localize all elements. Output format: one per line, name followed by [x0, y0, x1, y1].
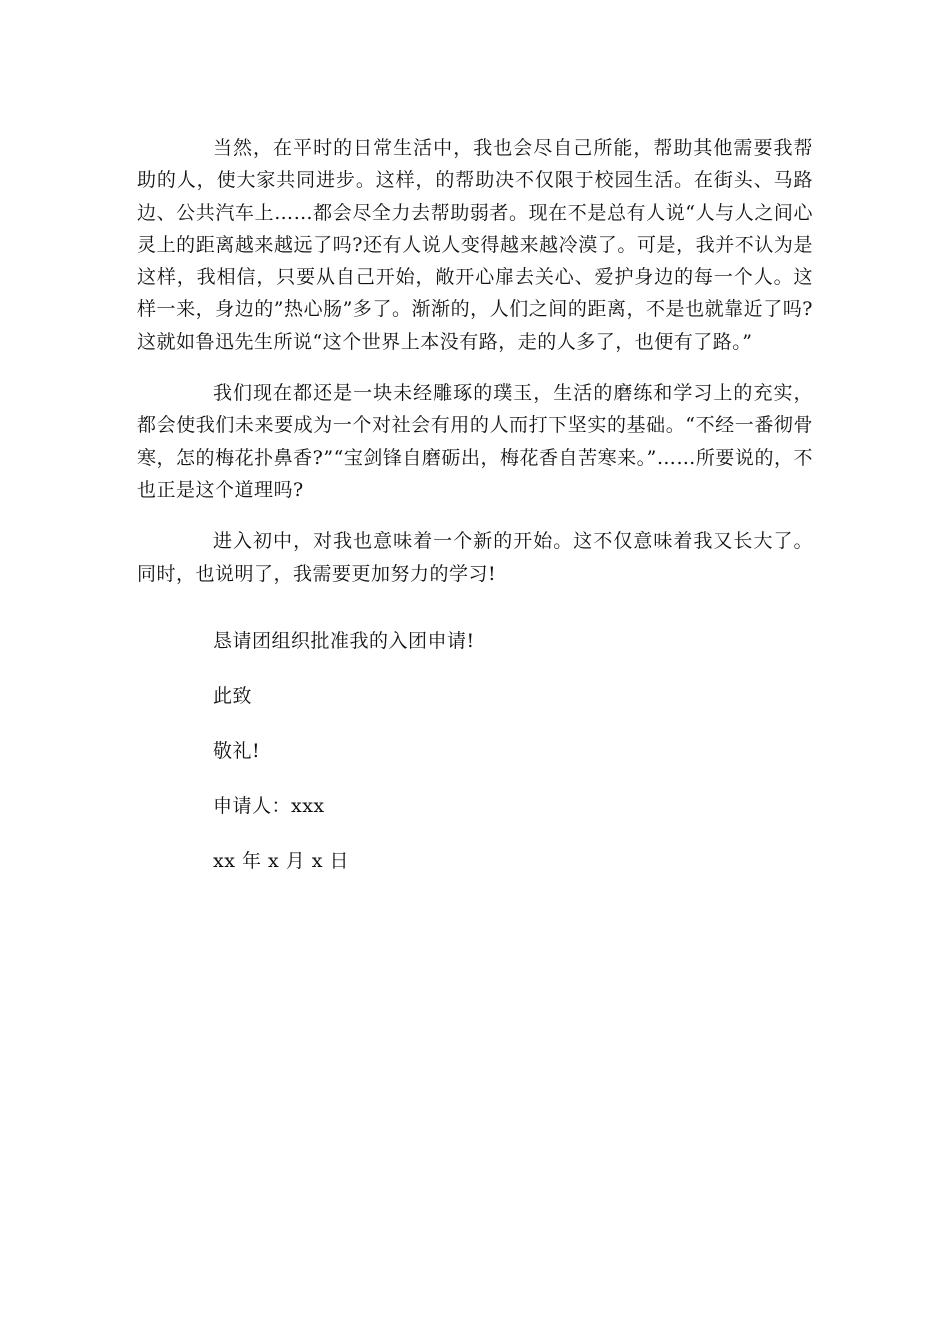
closing-request: 恳请团组织批准我的入团申请! [213, 630, 475, 652]
paragraph-uncarved-jade: 我们现在都还是一块未经雕琢的璞玉，生活的磨练和学习上的充实，都会使我们未来要成为一个对社会有用的人而打下坚实的基础。“不经一番彻骨寒，怎的梅花扑鼻香?”“宝剑锋自磨砺出，梅花香自苦寒来。”……所要说的，不也正是这个道理吗? [137, 382, 813, 501]
closing-salutation: 此致 [213, 685, 253, 707]
letter-body [137, 132, 813, 590]
letter-date: xx 年 x 月 x 日 [213, 850, 350, 872]
paragraph-helping-others: 当然，在平时的日常生活中，我也会尽自己所能，帮助其他需要我帮助的人，使大家共同进步。这样，的帮助决不仅限于校园生活。在街头、马路边、公共汽车上……都会尽全力去帮助弱者。现在不是总有人说“人与人之间心灵上的距离越来越远了吗?还有人说人变得越来越冷漠了。可是，我并不认为是这样，我相信，只要从自己开始，敞开心扉去关心、爱护身边的每一个人。这样一来，身边的”热心肠”多了。渐渐的，人们之间的距离，不是也就靠近了吗?这就如鲁迅先生所说“这个世界上本没有路，走的人多了，也便有了路。” [137, 137, 813, 353]
closing-regards: 敬礼! [213, 740, 261, 762]
paragraph-new-beginning: 进入初中，对我也意味着一个新的开始。这不仅意味着我又长大了。同时，也说明了，我需要更加努力的学习! [137, 530, 813, 585]
applicant-signature: 申请人：xxx [213, 795, 325, 817]
